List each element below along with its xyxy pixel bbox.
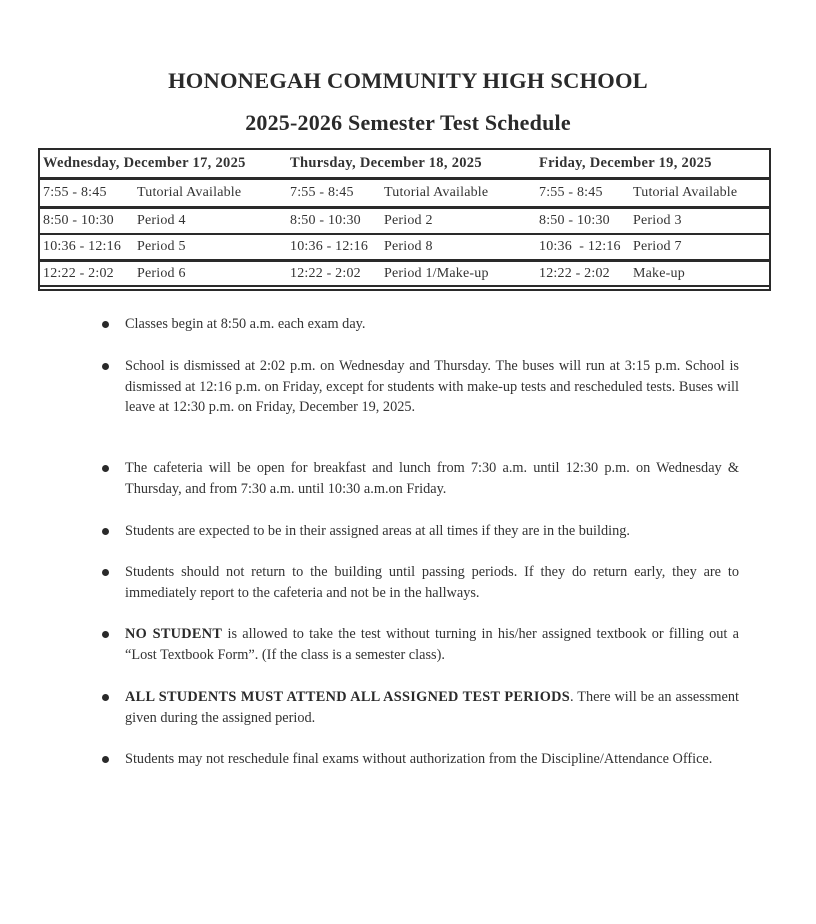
schedule-cell	[38, 179, 285, 208]
slot-activity: Period 2	[384, 213, 433, 228]
document-title: 2025-2026 Semester Test Schedule	[245, 110, 571, 135]
slot-activity: Period 7	[633, 239, 682, 254]
bullet-icon	[102, 321, 109, 328]
table-row	[38, 261, 771, 287]
bullet-icon	[102, 465, 109, 472]
note-item	[125, 356, 739, 418]
note-item	[125, 562, 739, 603]
school-name: HONONEGAH COMMUNITY HIGH SCHOOL	[168, 68, 648, 93]
note-item	[125, 624, 739, 665]
slot-activity: Period 6	[137, 265, 186, 281]
note-text: Classes begin at 8:50 a.m. each exam day.	[125, 316, 366, 332]
slot-time: 8:50 - 10:30	[43, 213, 114, 228]
note-item	[125, 521, 739, 542]
slot-time: 8:50 - 10:30	[290, 213, 361, 228]
note-text: Students are expected to be in their assigned areas at all times if they are in the building.	[125, 523, 630, 539]
slot-time: 10:36 - 12:16	[539, 239, 621, 254]
slot-activity: Period 5	[137, 239, 186, 254]
schedule-cell	[534, 261, 771, 287]
slot-time: 7:55 - 8:45	[290, 185, 354, 200]
table-row	[38, 208, 771, 235]
bullet-icon	[102, 631, 109, 638]
slot-activity: Tutorial Available	[384, 185, 489, 200]
slot-time: 10:36 - 12:16	[290, 239, 369, 254]
note-bold: ALL STUDENTS MUST ATTEND ALL ASSIGNED TEST PERIODS	[125, 689, 570, 705]
note-bold: NO STUDENT	[125, 626, 223, 642]
slot-activity: Tutorial Available	[633, 185, 738, 200]
schedule-cell	[38, 261, 285, 287]
bullet-icon	[102, 528, 109, 535]
note-text: . There will be an assessment given during the assigned period.	[125, 689, 739, 726]
bullet-icon	[102, 569, 109, 576]
day-header-friday: Friday, December 19, 2025	[534, 149, 771, 179]
slot-time: 10:36 - 12:16	[43, 239, 122, 254]
slot-activity: Period 3	[633, 213, 682, 228]
slot-activity: Period 1/Make-up	[384, 265, 489, 281]
note-text: Students should not return to the building until passing periods. If they do return early, they are to immediately report to the cafeteria and not be in the hallways.	[125, 564, 739, 601]
note-text: The cafeteria will be open for breakfast and lunch from 7:30 a.m. until 12:30 p.m. on Wednesday & Thursday, and from 7:30 a.m. until 10:30 a.m.on Friday.	[125, 460, 739, 497]
note-text: is allowed to take the test without turning in his/her assigned textbook or filling out a “Lost Textbook Form”. (If the class is a semester class).	[125, 626, 739, 663]
table-row	[38, 179, 771, 208]
schedule-cell	[534, 234, 771, 261]
table-row	[38, 234, 771, 261]
schedule-cell	[534, 208, 771, 235]
note-text: Students may not reschedule final exams without authorization from the Discipline/Attendance Office.	[125, 751, 713, 767]
slot-activity: Period 8	[384, 239, 433, 254]
schedule-cell	[38, 234, 285, 261]
day-header-thursday: Thursday, December 18, 2025	[285, 149, 534, 179]
schedule-cell	[285, 261, 534, 287]
note-item	[125, 458, 739, 499]
slot-time: 12:22 - 2:02	[43, 265, 114, 281]
slot-time: 7:55 - 8:45	[539, 185, 603, 200]
slot-time: 7:55 - 8:45	[43, 185, 107, 200]
test-schedule-table	[38, 148, 771, 287]
slot-time: 12:22 - 2:02	[539, 265, 610, 281]
day-header-wednesday: Wednesday, December 17, 2025	[38, 149, 285, 179]
note-item	[125, 314, 739, 335]
bullet-icon	[102, 756, 109, 763]
schedule-cell	[285, 234, 534, 261]
bullet-icon	[102, 363, 109, 370]
slot-activity: Tutorial Available	[137, 185, 242, 200]
schedule-cell	[285, 179, 534, 208]
note-item	[125, 749, 739, 770]
schedule-cell	[285, 208, 534, 235]
table-header-row	[38, 149, 771, 179]
note-text: School is dismissed at 2:02 p.m. on Wednesday and Thursday. The buses will run at 3:15 p.m. School is dismissed at 12:16 p.m. on Friday, except for students with make-up tests and rescheduled tests. Buses will leave at 12:30 p.m. on Friday, December 19, 2025.	[125, 358, 739, 416]
slot-time: 8:50 - 10:30	[539, 213, 610, 228]
bullet-icon	[102, 694, 109, 701]
note-item	[125, 687, 739, 728]
schedule-cell	[534, 179, 771, 208]
slot-activity: Period 4	[137, 213, 186, 228]
slot-activity: Make-up	[633, 265, 685, 281]
slot-time: 12:22 - 2:02	[290, 265, 361, 281]
schedule-cell	[38, 208, 285, 235]
